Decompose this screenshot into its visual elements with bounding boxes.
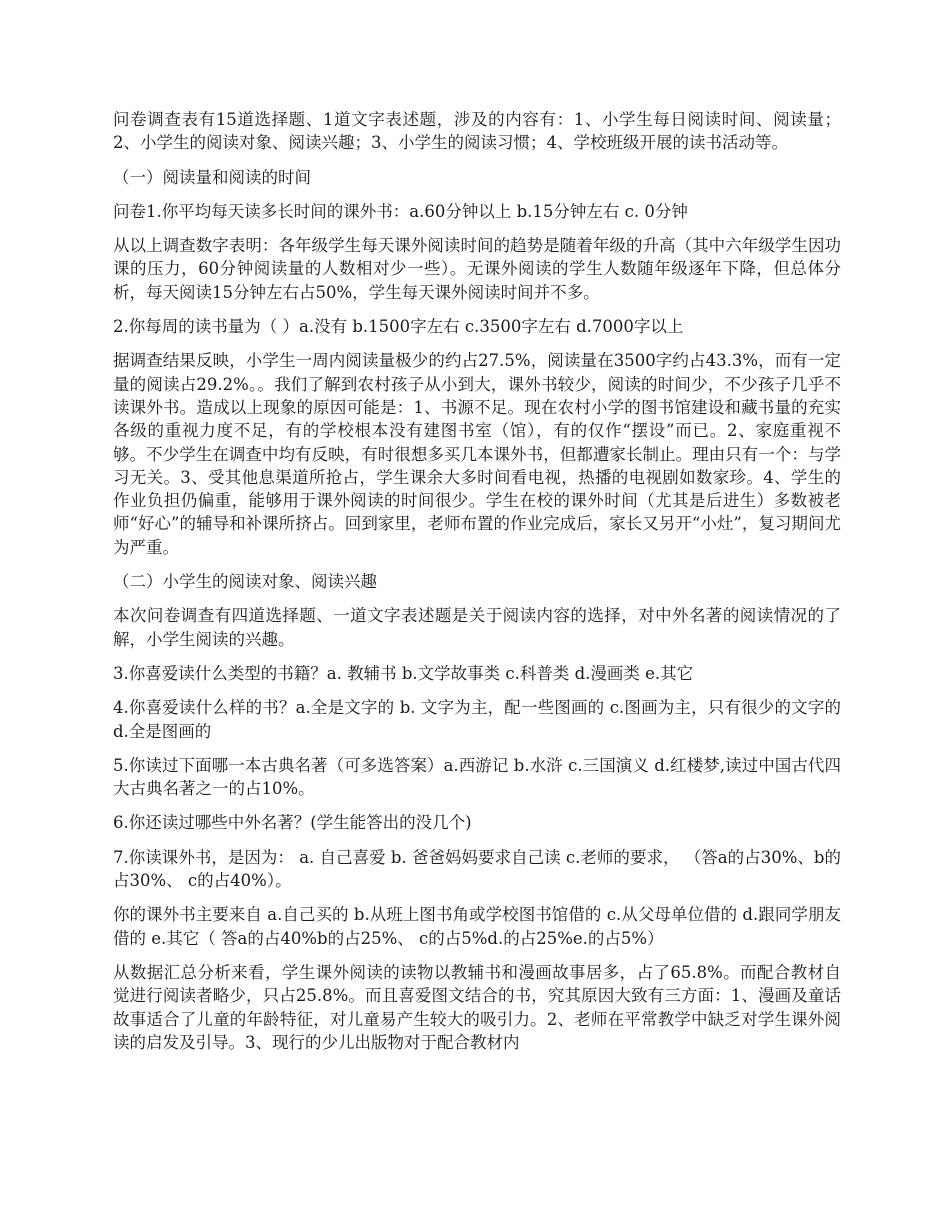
question-3: 3.你喜爱读什么类型的书籍？a. 教辅书 b.文学故事类 c.科普类 d.漫画类 e.其它 bbox=[113, 663, 694, 683]
question-2: 2.你每周的读书量为（ ）a.没有 b.1500字左右 c.3500字左右 d.7000字以上 bbox=[113, 317, 684, 337]
analysis-paragraph-1: 从以上调查数字表明：各年级学生每天课外阅读时间的趋势是随着年级的升高（其中六年级学生因功课的压力，60分钟阅读量的人数相对少一些）。无课外阅读的学生人数随年级逐年下降，但总体分析，每天阅读15分钟左右占50%，学生每天课外阅读时间并不多。 bbox=[113, 236, 841, 302]
section-heading-reading-time: （一）阅读量和阅读的时间 bbox=[113, 167, 311, 187]
question-1: 问卷1.你平均每天读多长时间的课外书：a.60分钟以上 b.15分钟左右 c. 0分钟 bbox=[113, 201, 688, 221]
section-heading-reading-interest: （二）小学生的阅读对象、阅读兴趣 bbox=[113, 572, 377, 592]
question-4: 4.你喜爱读什么样的书？a.全是文字的 b. 文字为主，配一些图画的 c.图画为主，只有很少的文字的 d.全是图画的 bbox=[113, 698, 841, 741]
question-5: 5.你读过下面哪一本古典名著（可多选答案）a.西游记 b.水浒 c.三国演义 d.红楼梦,读过中国古代四大古典名著之一的占10%。 bbox=[113, 755, 841, 799]
section-intro-paragraph: 本次问卷调查有四道选择题、一道文字表述题是关于阅读内容的选择，对中外名著的阅读情况的了解，小学生阅读的兴趣。 bbox=[113, 606, 841, 649]
intro-paragraph: 问卷调查表有15道选择题、1道文字表述题，涉及的内容有：1、小学生每日阅读时间、阅读量；2、小学生的阅读对象、阅读兴趣；3、小学生的阅读习惯；4、学校班级开展的读书活动等。 bbox=[113, 110, 841, 153]
question-7: 7.你读课外书，是因为： a. 自己喜爱 b. 爸爸妈妈要求自己读 c.老师的要求， （答a的占30%、b的占30%、 c的占40%）。 bbox=[113, 847, 841, 891]
analysis-paragraph-3: 从数据汇总分析来看，学生课外阅读的读物以教辅书和漫画故事居多，占了65.8%。而配合教材自觉进行阅读者略少，只占25.8%。而且喜爱图文结合的书，究其原因大致有三方面：1、漫画及童话故事适合了儿童的年龄特征，对儿童易产生较大的吸引力。2、老师在平常教学中缺乏对学生课外阅读的启发及引导。3、现行的少儿出版物对于配合教材内 bbox=[113, 962, 841, 1052]
document-body bbox=[113, 108, 841, 1065]
question-book-source: 你的课外书主要来自 a.自己买的 b.从班上图书角或学校图书馆借的 c.从父母单位借的 d.跟同学朋友借的 e.其它（ 答a的占40%b的占25%、 c的占5%d.的占25%e.的占5%） bbox=[113, 905, 841, 948]
question-6: 6.你还读过哪些中外名著？(学生能答出的没几个) bbox=[113, 813, 472, 833]
analysis-paragraph-2: 据调查结果反映，小学生一周内阅读量极少的约占27.5%，阅读量在3500字约占43.3%，而有一定量的阅读占29.2%。。我们了解到农村孩子从小到大，课外书较少，阅读的时间少，不少孩子几乎不读课外书。造成以上现象的原因可能是：1、书源不足。现在农村小学的图书馆建设和藏书量的充实各级的重视力度不足，有的学校根本没有建图书室（馆），有的仅作“摆设”而已。2、家庭重视不够。不少学生在调查中均有反映，有时很想多买几本课外书，但都遭家长制止。理由只有一个：与学习无关。3、受其他息渠道所抢占，学生课余大多时间看电视，热播的电视剧如数家珍。4、学生的作业负担仍偏重，能够用于课外阅读的时间很少。学生在校的课外时间（尤其是后进生）多数被老师“好心”的辅导和补课所挤占。回到家里，老师布置的作业完成后，家长又另开“小灶”，复习期间尤为严重。 bbox=[113, 351, 841, 557]
